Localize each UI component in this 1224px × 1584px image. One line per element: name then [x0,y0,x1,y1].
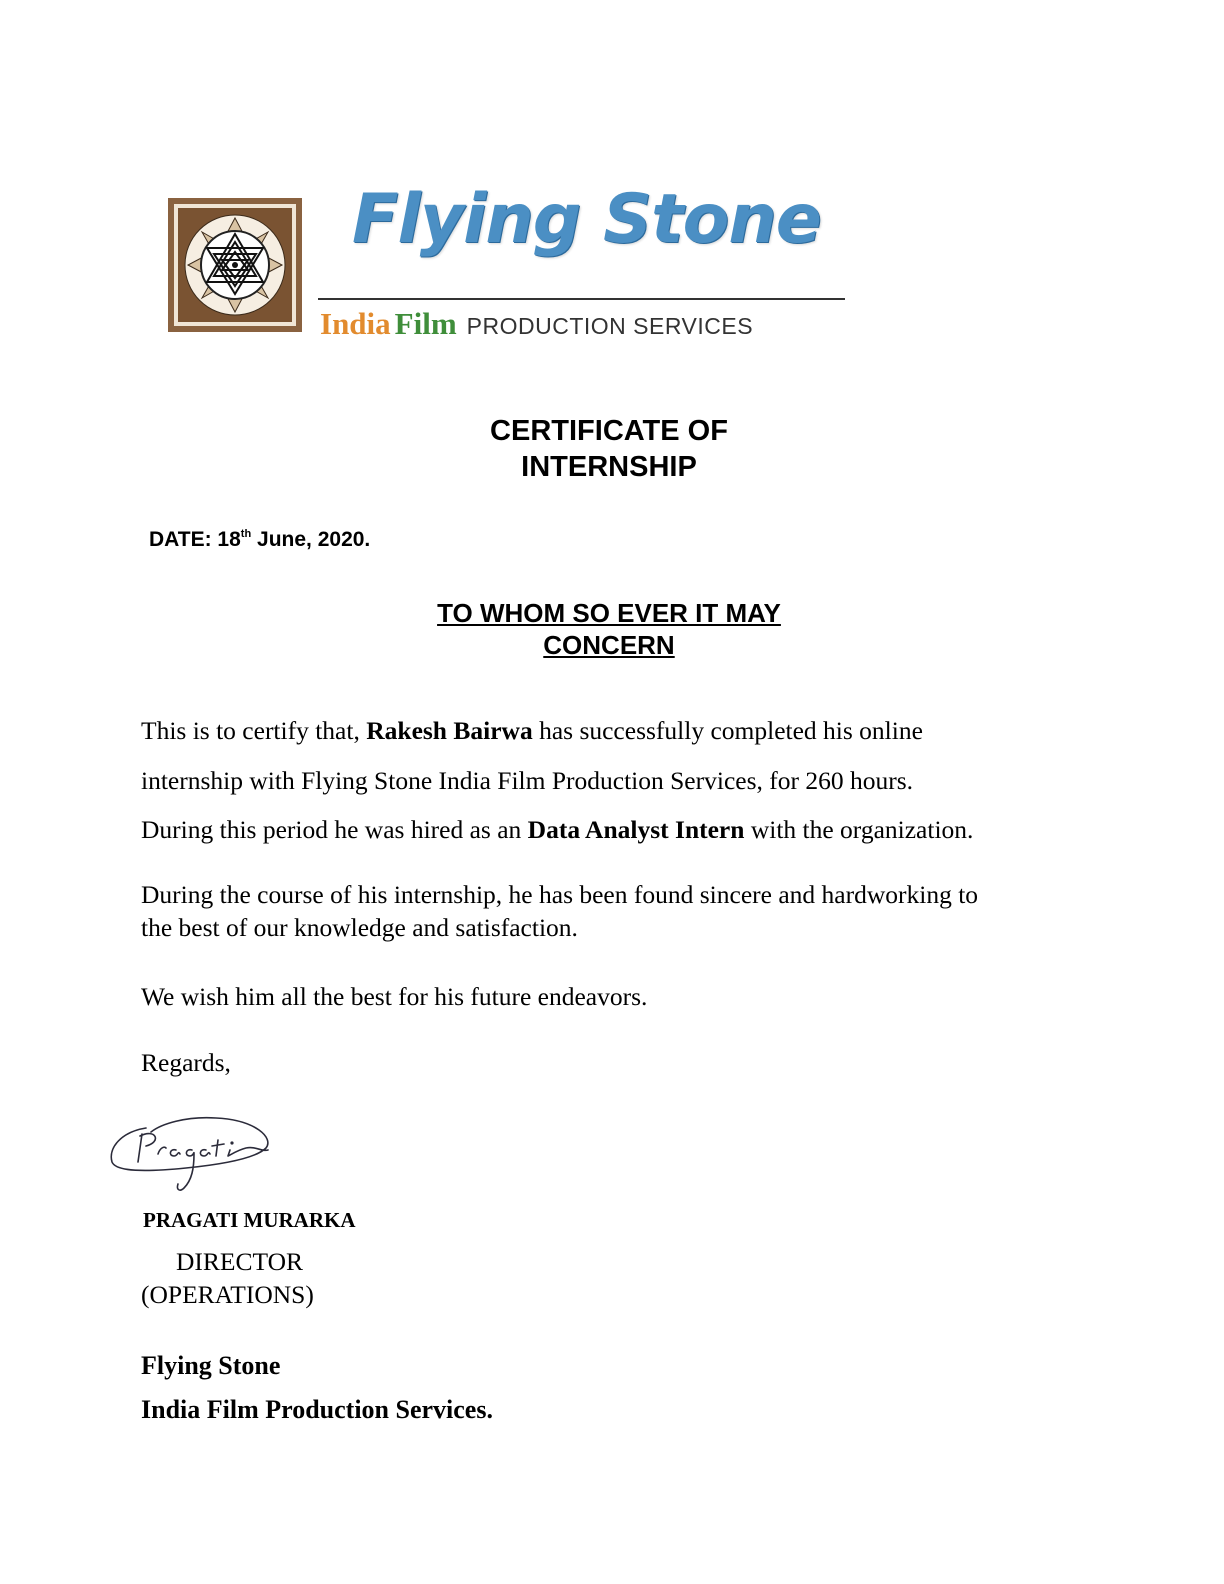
logo-divider [318,298,845,300]
date-label: DATE: 18 [149,528,241,551]
org-line-2: India Film Production Services. [141,1395,493,1424]
concern-line-1: TO WHOM SO EVER IT MAY [437,598,781,628]
signatory-title-line-1: DIRECTOR [176,1247,304,1276]
signature-image [106,1110,281,1195]
regards: Regards, [141,1048,231,1077]
intern-role: Data Analyst Intern [527,815,745,844]
date-rest: June, 2020. [251,528,371,551]
sri-yantra-emblem-icon [160,190,310,340]
signatory-title [141,1245,314,1311]
conduct-line-2: the best of our knowledge and satisfaction. [141,913,578,942]
tagline-services: PRODUCTION SERVICES [466,313,754,339]
organization-name [141,1344,493,1432]
signatory-title-line-2: (OPERATIONS) [141,1280,314,1309]
company-logo [160,178,860,348]
tagline-india: India [320,306,391,341]
certify-line-1-post: has successfully completed his online [532,716,923,745]
conduct-line-1: During the course of his internship, he has been found sincere and hardworking to [141,880,979,909]
certify-line-1-pre: This is to certify that, [141,716,367,745]
concern-line-2: CONCERN [543,630,675,660]
date-line [149,528,370,552]
conduct-paragraph [141,878,1081,944]
certify-line-1 [141,706,1081,756]
logo-tagline [320,308,753,339]
certify-line-2: internship with Flying Stone India Film Production Services, for 260 hours. [141,765,914,795]
intern-name: Rakesh Bairwa [366,716,533,745]
certify-line-3-post: with the organization. [744,815,974,844]
certificate-title [0,413,1218,485]
certify-paragraph [141,706,1081,855]
certify-line-3 [141,805,1081,855]
title-line-1: CERTIFICATE OF [490,415,728,447]
tagline-film: Film [394,306,457,341]
wishes-paragraph: We wish him all the best for his future endeavors. [141,982,648,1011]
date-suffix: th [240,528,252,540]
signatory-name: PRAGATI MURARKA [143,1208,356,1232]
logo-title: Flying Stone [352,180,821,259]
org-line-1: Flying Stone [141,1351,281,1380]
certify-line-3-pre: During this period he was hired as an [141,815,528,844]
title-line-2: INTERNSHIP [521,451,697,483]
concern-heading [0,597,1218,661]
